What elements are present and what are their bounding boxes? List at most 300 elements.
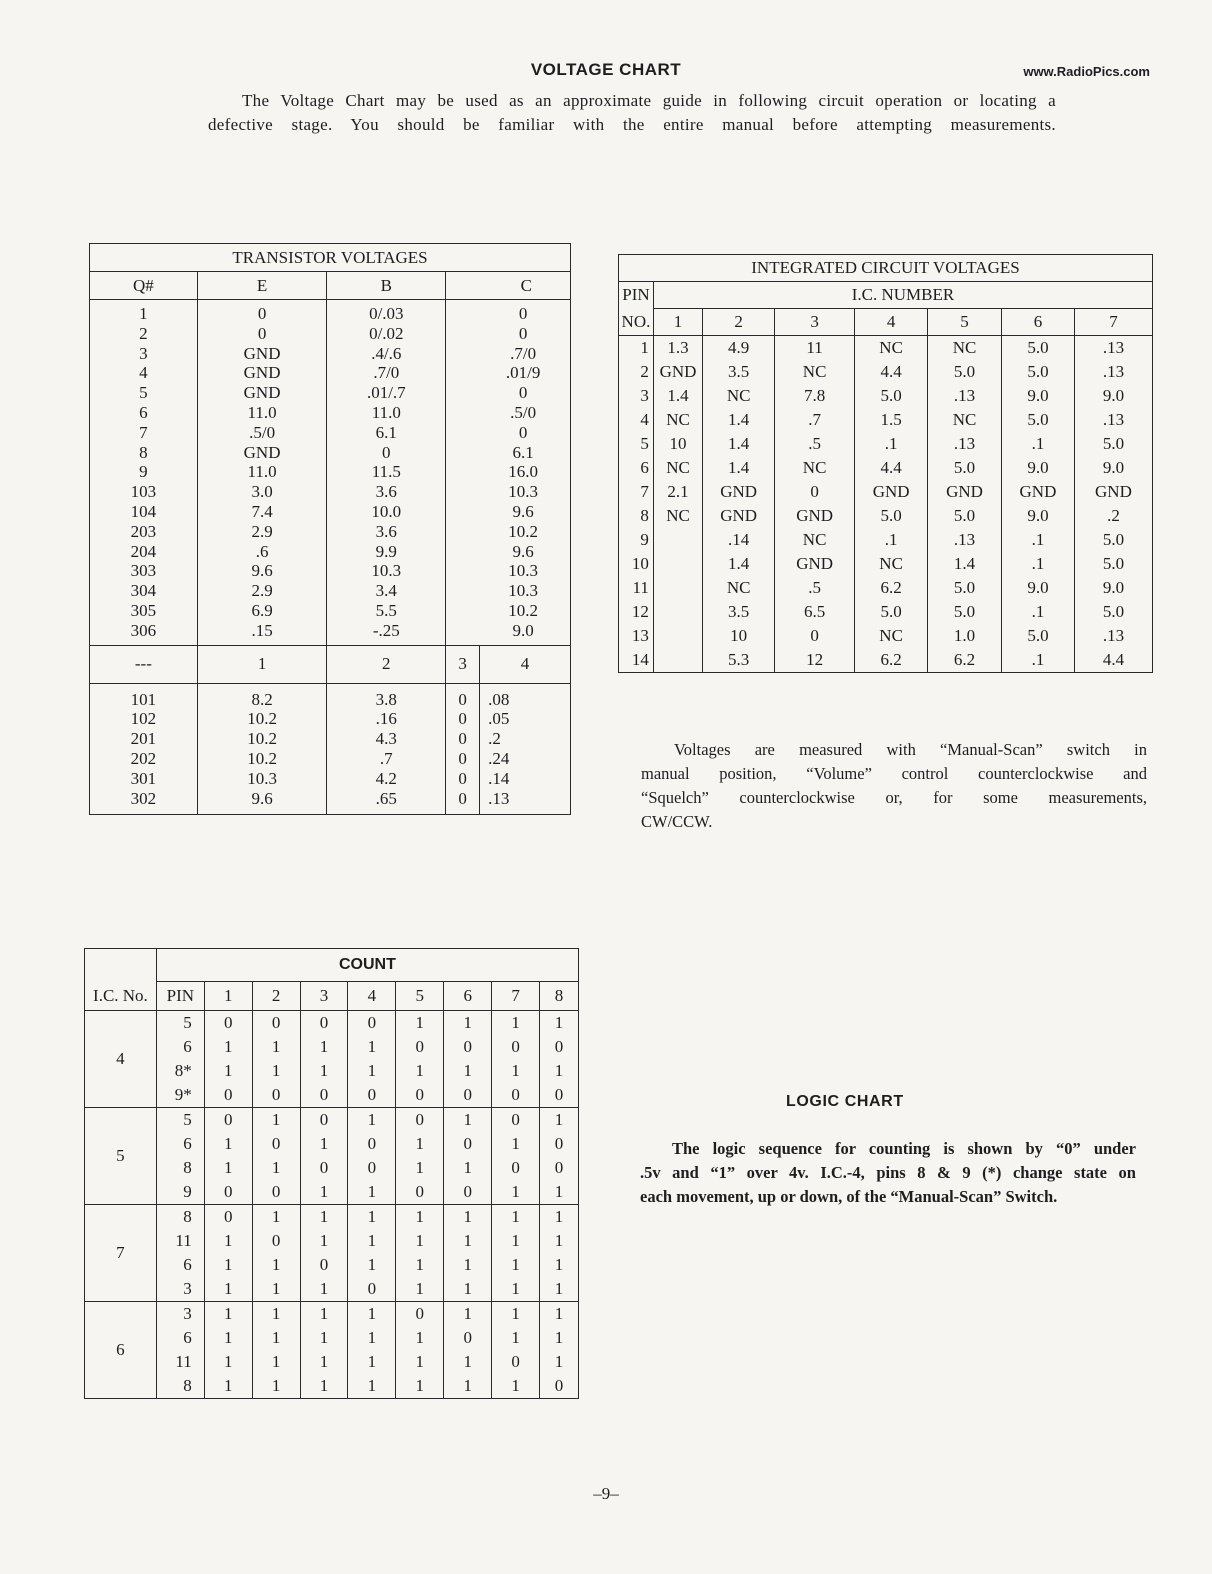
ic-voltage-cell: .1	[1002, 648, 1075, 673]
count-column-header: 8	[540, 982, 579, 1011]
ic-voltage-cell: 5.0	[928, 576, 1002, 600]
logic-pin-cell: 6	[156, 1253, 204, 1277]
ic-column-header: 3	[775, 309, 855, 336]
ic-voltage-cell: .1	[855, 432, 928, 456]
ic-voltage-cell: 1.4	[703, 408, 775, 432]
ic-voltage-cell: 5.0	[1074, 432, 1152, 456]
logic-note-line: each movement, up or down, of the “Manual-Scan” Switch.	[640, 1187, 1058, 1206]
logic-bit-cell: 0	[348, 1011, 396, 1036]
logic-bit-cell: 0	[396, 1180, 444, 1205]
ic-voltage-cell: .13	[1074, 360, 1152, 384]
logic-bit-cell: 0	[444, 1035, 492, 1059]
logic-bit-cell: 0	[348, 1083, 396, 1108]
logic-bit-cell: 1	[204, 1253, 252, 1277]
logic-bit-cell: 1	[396, 1132, 444, 1156]
logic-pin-cell: 5	[156, 1108, 204, 1133]
col-header-q: Q#	[90, 272, 198, 300]
pin4-values: .08 .05 .2 .24 .14 .13	[480, 683, 571, 815]
logic-bit-cell: 1	[300, 1326, 348, 1350]
logic-chart-title: LOGIC CHART	[786, 1093, 904, 1110]
logic-bit-cell: 1	[348, 1253, 396, 1277]
logic-bit-cell: 1	[204, 1059, 252, 1083]
ic-voltage-cell: 5.0	[855, 384, 928, 408]
ic-number-label: I.C. NUMBER	[653, 282, 1152, 309]
logic-bit-cell: 0	[540, 1083, 579, 1108]
count-column-header: 1	[204, 982, 252, 1011]
logic-bit-cell: 0	[396, 1083, 444, 1108]
logic-pin-cell: 6	[156, 1035, 204, 1059]
ic-voltage-cell: 9.0	[1002, 384, 1075, 408]
ic-voltage-cell: 10	[703, 624, 775, 648]
ic-voltage-cell: 5.0	[1002, 360, 1075, 384]
logic-pin-cell: 9*	[156, 1083, 204, 1108]
count-column-header: 5	[396, 982, 444, 1011]
logic-bit-cell: 0	[204, 1083, 252, 1108]
ic-voltage-cell: .1	[1002, 600, 1075, 624]
ic-table-row	[619, 624, 1153, 648]
intro-line: defective stage. You should be familiar with the entire manual before attempting measurements.	[208, 115, 1056, 134]
ic-voltage-cell: 6.5	[775, 600, 855, 624]
logic-bit-cell: 0	[444, 1083, 492, 1108]
ic-voltage-cell	[653, 600, 702, 624]
ic-voltage-cell: GND	[775, 552, 855, 576]
logic-bit-cell: 1	[300, 1132, 348, 1156]
ic-voltage-cell: GND	[1074, 480, 1152, 504]
logic-bit-cell: 1	[204, 1277, 252, 1302]
ic-voltage-cell: GND	[653, 360, 702, 384]
logic-table-row	[85, 1011, 579, 1036]
ic-voltage-cell: 5.0	[1002, 408, 1075, 432]
logic-table-row	[85, 1156, 579, 1180]
ic-pin-number: 4	[619, 408, 654, 432]
logic-bit-cell: 0	[252, 1229, 300, 1253]
ic-voltage-cell: GND	[928, 480, 1002, 504]
logic-bit-cell: 0	[492, 1156, 540, 1180]
ic-pin-number: 9	[619, 528, 654, 552]
logic-bit-cell: 0	[396, 1035, 444, 1059]
voltage-note-line: manual position, “Volume” control counterclockwise and	[641, 764, 1147, 783]
logic-table-row	[85, 1374, 579, 1399]
ic-column-header: 7	[1074, 309, 1152, 336]
logic-bit-cell: 1	[204, 1132, 252, 1156]
logic-bit-cell: 0	[204, 1180, 252, 1205]
ic-voltage-cell: 1.4	[703, 456, 775, 480]
ic-voltage-cell: 6.2	[928, 648, 1002, 673]
ic-voltage-cell: NC	[703, 384, 775, 408]
logic-bit-cell: 0	[540, 1156, 579, 1180]
logic-table	[84, 948, 579, 1399]
logic-bit-cell: 1	[204, 1302, 252, 1327]
ic-voltage-cell: .5	[775, 432, 855, 456]
ic-voltage-cell: GND	[775, 504, 855, 528]
sub-header-3: 3	[446, 645, 480, 683]
logic-bit-cell: 1	[492, 1011, 540, 1036]
logic-bit-cell: 1	[300, 1302, 348, 1327]
logic-bit-cell: 0	[300, 1011, 348, 1036]
logic-bit-cell: 1	[252, 1253, 300, 1277]
logic-table-row	[85, 1326, 579, 1350]
ic-table-row	[619, 648, 1153, 673]
logic-pin-cell: 8	[156, 1156, 204, 1180]
ic-voltage-cell: 1.3	[653, 336, 702, 361]
intro-line: The Voltage Chart may be used as an approximate guide in following circuit operation or locating a	[242, 91, 1056, 110]
logic-bit-cell: 1	[396, 1156, 444, 1180]
logic-pin-cell: 11	[156, 1350, 204, 1374]
ic-voltage-cell: NC	[855, 552, 928, 576]
sub-header-2: 2	[327, 645, 446, 683]
pin-label: PIN	[156, 982, 204, 1011]
ic-voltage-cell: 10	[653, 432, 702, 456]
logic-bit-cell: 1	[300, 1059, 348, 1083]
logic-bit-cell: 1	[492, 1132, 540, 1156]
logic-bit-cell: 1	[444, 1374, 492, 1399]
logic-bit-cell: 1	[444, 1156, 492, 1180]
ic-voltage-cell: 5.0	[1002, 336, 1075, 361]
logic-table-row	[85, 1205, 579, 1230]
logic-table-row	[85, 1302, 579, 1327]
logic-pin-cell: 6	[156, 1326, 204, 1350]
ic-pin-number: 7	[619, 480, 654, 504]
sub-header-1: 1	[197, 645, 327, 683]
ic-voltage-cell: .13	[1074, 408, 1152, 432]
count-column-header: 7	[492, 982, 540, 1011]
ic-voltage-cell: 5.3	[703, 648, 775, 673]
logic-bit-cell: 1	[252, 1156, 300, 1180]
ic-pin-number: 8	[619, 504, 654, 528]
logic-bit-cell: 1	[396, 1059, 444, 1083]
ic-table-row	[619, 432, 1153, 456]
ic-table-row	[619, 408, 1153, 432]
logic-bit-cell: 0	[444, 1180, 492, 1205]
logic-bit-cell: 1	[492, 1374, 540, 1399]
transistor-voltages-table	[89, 243, 571, 815]
logic-bit-cell: 1	[396, 1350, 444, 1374]
logic-note-line: .5v and “1” over 4v. I.C.-4, pins 8 & 9 (*) change state on	[640, 1163, 1136, 1182]
ic-voltage-cell: .5	[775, 576, 855, 600]
ic-voltage-cell: GND	[703, 504, 775, 528]
pin1-values: 8.2 10.2 10.2 10.2 10.3 9.6	[197, 683, 327, 815]
ic-voltage-cell: 12	[775, 648, 855, 673]
ic-table-row	[619, 384, 1153, 408]
transistor-table-title: TRANSISTOR VOLTAGES	[90, 244, 571, 272]
ic-column-header: 2	[703, 309, 775, 336]
logic-table-row	[85, 1059, 579, 1083]
emitter-values: 0 0 GND GND GND 11.0 .5/0 GND 11.0 3.0 7.4 2.9 .6 9.6 2.9 6.9 .15	[197, 300, 327, 646]
ic-voltage-cell: 1.4	[653, 384, 702, 408]
ic-voltage-cell: 5.0	[1074, 552, 1152, 576]
ic-voltage-cell	[653, 648, 702, 673]
ic-pin-number: 2	[619, 360, 654, 384]
count-column-header: 2	[252, 982, 300, 1011]
logic-bit-cell: 1	[492, 1229, 540, 1253]
logic-bit-cell: 0	[204, 1205, 252, 1230]
ic-column-header: 6	[1002, 309, 1075, 336]
ic-voltages-table	[618, 254, 1153, 673]
logic-table-row	[85, 1180, 579, 1205]
ic-voltage-cell: 5.0	[1002, 624, 1075, 648]
logic-bit-cell: 1	[492, 1205, 540, 1230]
logic-table-row	[85, 1350, 579, 1374]
ic-voltage-cell: NC	[928, 336, 1002, 361]
ic-voltage-cell: 1.4	[703, 552, 775, 576]
logic-pin-cell: 9	[156, 1180, 204, 1205]
ic-number-cell: 4	[85, 1011, 157, 1108]
ic-table-row	[619, 576, 1153, 600]
logic-pin-cell: 8*	[156, 1059, 204, 1083]
ic-voltage-cell: .1	[855, 528, 928, 552]
logic-bit-cell: 1	[540, 1350, 579, 1374]
logic-bit-cell: 1	[396, 1277, 444, 1302]
logic-bit-cell: 1	[252, 1302, 300, 1327]
sub-header-4: 4	[480, 645, 571, 683]
ic-table-row	[619, 504, 1153, 528]
logic-table-row	[85, 1132, 579, 1156]
ic-voltage-cell: NC	[653, 504, 702, 528]
logic-bit-cell: 1	[348, 1059, 396, 1083]
logic-bit-cell: 1	[540, 1180, 579, 1205]
ic-voltage-cell: .13	[928, 384, 1002, 408]
logic-bit-cell: 1	[540, 1011, 579, 1036]
logic-bit-cell: 1	[252, 1059, 300, 1083]
logic-bit-cell: 0	[444, 1132, 492, 1156]
logic-bit-cell: 0	[492, 1108, 540, 1133]
logic-bit-cell: 1	[396, 1326, 444, 1350]
ic-voltage-cell: 0	[775, 624, 855, 648]
ic-pin-number: 3	[619, 384, 654, 408]
logic-bit-cell: 1	[492, 1277, 540, 1302]
ic-voltage-cell: 4.4	[1074, 648, 1152, 673]
ic-voltage-cell: 5.0	[928, 504, 1002, 528]
logic-bit-cell: 1	[540, 1229, 579, 1253]
logic-bit-cell: 1	[204, 1350, 252, 1374]
q-numbers-ic: 101 102 201 202 301 302	[90, 683, 198, 815]
logic-bit-cell: 1	[300, 1350, 348, 1374]
website-watermark: www.RadioPics.com	[1023, 64, 1150, 79]
col-header-c: C	[446, 272, 571, 300]
logic-bit-cell: 1	[300, 1277, 348, 1302]
logic-table-row	[85, 1253, 579, 1277]
ic-table-row	[619, 360, 1153, 384]
logic-pin-cell: 3	[156, 1302, 204, 1327]
logic-bit-cell: 1	[492, 1253, 540, 1277]
ic-voltage-cell: NC	[855, 624, 928, 648]
logic-bit-cell: 1	[540, 1253, 579, 1277]
ic-voltage-cell: 1.0	[928, 624, 1002, 648]
ic-voltage-cell	[653, 552, 702, 576]
logic-bit-cell: 0	[300, 1083, 348, 1108]
voltage-note-line: Voltages are measured with “Manual-Scan” switch in	[674, 740, 1147, 759]
logic-table-row	[85, 1277, 579, 1302]
logic-bit-cell: 1	[396, 1229, 444, 1253]
ic-table-title: INTEGRATED CIRCUIT VOLTAGES	[619, 255, 1153, 282]
ic-pin-number: 6	[619, 456, 654, 480]
q-numbers: 1 2 3 4 5 6 7 8 9 103 104 203 204 303 304 305 306	[90, 300, 198, 646]
ic-voltage-cell: 2.1	[653, 480, 702, 504]
ic-voltage-cell: 5.0	[928, 600, 1002, 624]
ic-voltage-cell	[653, 528, 702, 552]
logic-bit-cell: 1	[492, 1326, 540, 1350]
sub-header-dash: ---	[90, 645, 198, 683]
voltage-note-line: “Squelch” counterclockwise or, for some measurements,	[641, 788, 1147, 807]
logic-bit-cell: 1	[492, 1180, 540, 1205]
no-label: NO.	[619, 309, 654, 336]
logic-bit-cell: 1	[348, 1350, 396, 1374]
logic-bit-cell: 0	[444, 1326, 492, 1350]
ic-table-row	[619, 552, 1153, 576]
logic-bit-cell: 0	[204, 1011, 252, 1036]
logic-bit-cell: 1	[300, 1374, 348, 1399]
page-title: VOLTAGE CHART	[530, 60, 682, 79]
ic-pin-number: 10	[619, 552, 654, 576]
logic-bit-cell: 1	[300, 1180, 348, 1205]
ic-voltage-cell: .2	[1074, 504, 1152, 528]
ic-pin-number: 1	[619, 336, 654, 361]
ic-voltage-cell: GND	[703, 480, 775, 504]
col-header-e: E	[197, 272, 327, 300]
ic-voltage-cell: 5.0	[855, 600, 928, 624]
ic-voltage-cell: 9.0	[1002, 576, 1075, 600]
logic-bit-cell: 0	[492, 1083, 540, 1108]
logic-corner	[85, 949, 157, 982]
logic-bit-cell: 1	[252, 1350, 300, 1374]
logic-bit-cell: 0	[300, 1156, 348, 1180]
ic-voltage-cell: .7	[775, 408, 855, 432]
logic-bit-cell: 1	[204, 1156, 252, 1180]
logic-bit-cell: 1	[348, 1229, 396, 1253]
ic-voltage-cell: 4.4	[855, 360, 928, 384]
logic-bit-cell: 1	[444, 1205, 492, 1230]
base-values: 0/.03 0/.02 .4/.6 .7/0 .01/.7 11.0 6.1 0 11.5 3.6 10.0 3.6 9.9 10.3 3.4 5.5 -.25	[327, 300, 446, 646]
col-header-b: B	[327, 272, 446, 300]
ic-voltage-cell: .1	[1002, 552, 1075, 576]
ic-number-cell: 7	[85, 1205, 157, 1302]
ic-voltage-cell: .1	[1002, 528, 1075, 552]
ic-pin-number: 14	[619, 648, 654, 673]
logic-table-row	[85, 1035, 579, 1059]
logic-bit-cell: 1	[396, 1011, 444, 1036]
ic-voltage-cell: 5.0	[1074, 528, 1152, 552]
ic-voltage-cell: 7.8	[775, 384, 855, 408]
pin-label: PIN	[619, 282, 654, 309]
ic-voltage-cell: .13	[1074, 336, 1152, 361]
logic-bit-cell: 0	[492, 1035, 540, 1059]
logic-bit-cell: 1	[444, 1302, 492, 1327]
logic-bit-cell: 1	[396, 1374, 444, 1399]
logic-bit-cell: 1	[540, 1205, 579, 1230]
ic-voltage-cell: NC	[703, 576, 775, 600]
logic-bit-cell: 1	[252, 1277, 300, 1302]
logic-bit-cell: 1	[540, 1302, 579, 1327]
logic-bit-cell: 1	[348, 1035, 396, 1059]
logic-bit-cell: 1	[300, 1205, 348, 1230]
ic-voltage-cell: 1.5	[855, 408, 928, 432]
logic-bit-cell: 1	[252, 1374, 300, 1399]
logic-bit-cell: 0	[300, 1108, 348, 1133]
collector-values: 0 0 .7/0 .01/9 0 .5/0 0 6.1 16.0 10.3 9.6 10.2 9.6 10.3 10.3 10.2 9.0	[446, 300, 571, 646]
ic-voltage-cell: GND	[855, 480, 928, 504]
ic-voltage-cell	[653, 624, 702, 648]
logic-bit-cell: 1	[444, 1108, 492, 1133]
ic-voltage-cell: 6.2	[855, 648, 928, 673]
logic-bit-cell: 1	[540, 1326, 579, 1350]
logic-bit-cell: 1	[348, 1205, 396, 1230]
logic-bit-cell: 0	[396, 1302, 444, 1327]
logic-bit-cell: 1	[348, 1180, 396, 1205]
ic-voltage-cell: 6.2	[855, 576, 928, 600]
logic-bit-cell: 0	[492, 1350, 540, 1374]
count-column-header: 3	[300, 982, 348, 1011]
ic-voltage-cell: NC	[653, 456, 702, 480]
ic-voltage-cell: .1	[1002, 432, 1075, 456]
logic-pin-cell: 3	[156, 1277, 204, 1302]
pin2-values: 3.8 .16 4.3 .7 4.2 .65	[327, 683, 446, 815]
logic-note-line: The logic sequence for counting is shown by “0” under	[672, 1139, 1136, 1158]
ic-voltage-cell: 5.0	[1074, 600, 1152, 624]
ic-pin-number: 13	[619, 624, 654, 648]
logic-table-row	[85, 1108, 579, 1133]
ic-voltage-cell	[653, 576, 702, 600]
logic-bit-cell: 0	[540, 1132, 579, 1156]
ic-pin-number: 12	[619, 600, 654, 624]
ic-column-header: 5	[928, 309, 1002, 336]
logic-bit-cell: 1	[204, 1035, 252, 1059]
ic-column-header: 4	[855, 309, 928, 336]
logic-bit-cell: 0	[252, 1011, 300, 1036]
ic-column-header: 1	[653, 309, 702, 336]
ic-voltage-cell: 9.0	[1002, 456, 1075, 480]
logic-bit-cell: 1	[300, 1035, 348, 1059]
ic-table-row	[619, 336, 1153, 361]
logic-bit-cell: 1	[444, 1253, 492, 1277]
ic-voltage-cell: 3.5	[703, 600, 775, 624]
ic-voltage-cell: GND	[1002, 480, 1075, 504]
ic-voltage-cell: 5.0	[928, 360, 1002, 384]
logic-bit-cell: 0	[204, 1108, 252, 1133]
logic-pin-cell: 5	[156, 1011, 204, 1036]
ic-pin-number: 5	[619, 432, 654, 456]
logic-pin-cell: 8	[156, 1374, 204, 1399]
count-label: COUNT	[156, 949, 578, 982]
ic-voltage-cell: 9.0	[1002, 504, 1075, 528]
logic-bit-cell: 1	[444, 1059, 492, 1083]
logic-bit-cell: 1	[444, 1229, 492, 1253]
voltage-note	[641, 738, 1147, 834]
logic-pin-cell: 6	[156, 1132, 204, 1156]
ic-voltage-cell: 9.0	[1074, 456, 1152, 480]
logic-bit-cell: 1	[396, 1205, 444, 1230]
logic-bit-cell: 1	[492, 1059, 540, 1083]
page-number: –9–	[593, 1484, 619, 1503]
ic-voltage-cell: 0	[775, 480, 855, 504]
ic-voltage-cell: NC	[928, 408, 1002, 432]
logic-bit-cell: 1	[348, 1302, 396, 1327]
voltage-note-line: CW/CCW.	[641, 812, 713, 831]
ic-pin-number: 11	[619, 576, 654, 600]
logic-bit-cell: 1	[492, 1302, 540, 1327]
logic-bit-cell: 0	[540, 1374, 579, 1399]
ic-number-cell: 6	[85, 1302, 157, 1399]
logic-bit-cell: 1	[348, 1326, 396, 1350]
ic-voltage-cell: 11	[775, 336, 855, 361]
ic-voltage-cell: 4.9	[703, 336, 775, 361]
logic-bit-cell: 1	[204, 1229, 252, 1253]
logic-table-row	[85, 1083, 579, 1108]
ic-voltage-cell: NC	[653, 408, 702, 432]
ic-table-row	[619, 480, 1153, 504]
logic-bit-cell: 0	[348, 1132, 396, 1156]
logic-table-row	[85, 1229, 579, 1253]
logic-bit-cell: 1	[444, 1277, 492, 1302]
